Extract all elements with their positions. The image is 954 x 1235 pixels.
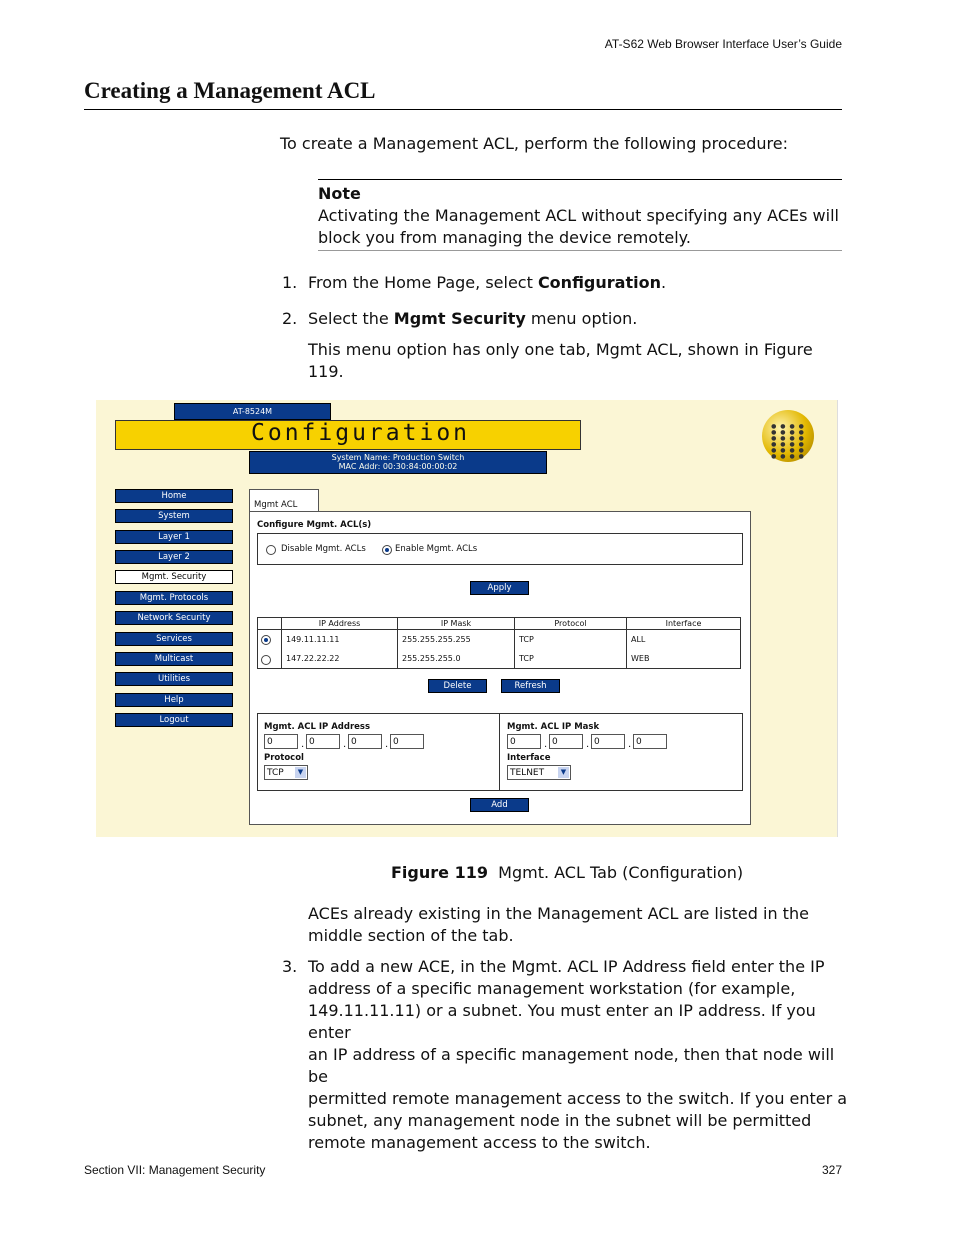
- chevron-down-icon[interactable]: ▼: [558, 767, 569, 778]
- nav-network-security[interactable]: Network Security: [115, 611, 233, 625]
- step-3-text: [308, 956, 848, 1154]
- step-3-number: 3.: [282, 957, 298, 976]
- step-1-bold: Configuration: [537, 273, 661, 292]
- interface-label: Interface: [507, 753, 551, 763]
- table-header-row: [258, 618, 741, 630]
- row-2-mask: 255.255.255.0: [398, 649, 515, 669]
- row-2-radio[interactable]: [261, 655, 271, 665]
- step-1-text: From the Home Page, select: [308, 273, 538, 292]
- form-divider: [499, 713, 500, 791]
- ip-octet-4-input[interactable]: 0: [390, 734, 424, 749]
- nav-mgmt-security[interactable]: Mgmt. Security: [115, 570, 233, 584]
- refresh-button[interactable]: Refresh: [501, 679, 560, 693]
- column-protocol: Protocol: [515, 618, 627, 630]
- mask-octet-3-input[interactable]: 0: [591, 734, 625, 749]
- column-ip-mask: IP Mask: [398, 618, 515, 630]
- row-1-interface: ALL: [627, 630, 741, 650]
- step-3-line: To add a new ACE, in the Mgmt. ACL IP Address field enter the IP: [308, 957, 825, 976]
- figure-caption: [391, 863, 743, 882]
- step-3-line: remote management access to the switch.: [308, 1133, 651, 1152]
- select-column-header: [258, 618, 282, 630]
- mgmt-acl-screenshot: [96, 400, 838, 837]
- disable-label: Disable Mgmt. ACLs: [281, 544, 366, 554]
- tab-mgmt-acl[interactable]: Mgmt ACL: [249, 489, 319, 511]
- ip-mask-label: Mgmt. ACL IP Mask: [507, 722, 600, 732]
- step-3-line: address of a specific management workstation (for example,: [308, 979, 796, 998]
- step-2-bold: Mgmt Security: [393, 309, 526, 328]
- system-info-bar: [249, 451, 547, 474]
- nav-home[interactable]: Home: [115, 489, 233, 503]
- nav-utilities[interactable]: Utilities: [115, 672, 233, 686]
- nav-multicast[interactable]: Multicast: [115, 652, 233, 666]
- after-figure-line-2: middle section of the tab.: [308, 926, 514, 945]
- step-2-end: menu option.: [525, 309, 638, 328]
- note-line-1: Activating the Management ACL without specifying any ACEs will: [318, 206, 839, 225]
- protocol-select[interactable]: [264, 765, 308, 780]
- row-1-radio[interactable]: [261, 635, 271, 645]
- after-figure-line-1: ACEs already existing in the Management ACL are listed in the: [308, 904, 809, 923]
- row-2-protocol: TCP: [515, 649, 627, 669]
- add-button[interactable]: Add: [470, 798, 529, 812]
- figure-number: Figure 119: [391, 863, 488, 882]
- row-select-cell: [258, 630, 282, 669]
- ip-dot: .: [301, 739, 305, 750]
- step-3-line: 149.11.11.11) or a subnet. You must enter an IP address. If you enter: [308, 1001, 816, 1042]
- step-1-number: 1.: [282, 273, 298, 292]
- row-2-interface: WEB: [627, 649, 741, 669]
- apply-button[interactable]: Apply: [470, 581, 529, 595]
- figure-title: Mgmt. ACL Tab (Configuration): [498, 863, 744, 882]
- interface-select[interactable]: [507, 765, 571, 780]
- step-1-end: .: [660, 273, 667, 292]
- ip-octet-1-input[interactable]: 0: [264, 734, 298, 749]
- step-2-subtext-line-1: This menu option has only one tab, Mgmt ACL, shown in Figure: [308, 340, 813, 359]
- system-name: System Name: Production Switch: [331, 453, 465, 462]
- table-row: [258, 649, 741, 669]
- ip-address-label: Mgmt. ACL IP Address: [264, 722, 371, 732]
- enable-label: Enable Mgmt. ACLs: [395, 544, 478, 554]
- step-3-line: an IP address of a specific management node, then that node will be: [308, 1045, 835, 1086]
- mask-octet-1-input[interactable]: 0: [507, 734, 541, 749]
- running-header: AT-S62 Web Browser Interface User’s Guide: [604, 37, 842, 51]
- nav-system[interactable]: System: [115, 509, 233, 523]
- row-1-protocol: TCP: [515, 630, 627, 650]
- section-title: Creating a Management ACL: [84, 78, 376, 103]
- note-box: [318, 179, 842, 251]
- footer-section: Section VII: Management Security: [84, 1163, 266, 1177]
- nav-layer-1[interactable]: Layer 1: [115, 530, 233, 544]
- note-line-2: block you from managing the device remotely.: [318, 228, 691, 247]
- ip-octet-3-input[interactable]: 0: [348, 734, 382, 749]
- title-rule: [84, 109, 842, 110]
- nav-logout[interactable]: Logout: [115, 713, 233, 727]
- nav-layer-2[interactable]: Layer 2: [115, 550, 233, 564]
- interface-select-value: TELNET: [510, 768, 545, 778]
- configuration-banner-text: Configuration: [251, 420, 471, 446]
- column-interface: Interface: [627, 618, 741, 630]
- note-title: Note: [318, 184, 361, 203]
- protocol-label: Protocol: [264, 753, 304, 763]
- after-figure-text: [308, 903, 809, 947]
- step-3-line: permitted remote management access to the switch. If you enter a: [308, 1089, 848, 1108]
- enable-radio[interactable]: [382, 545, 392, 555]
- mask-dot: .: [586, 739, 590, 750]
- nav-mgmt-protocols[interactable]: Mgmt. Protocols: [115, 591, 233, 605]
- ip-octet-2-input[interactable]: 0: [306, 734, 340, 749]
- delete-button[interactable]: Delete: [428, 679, 487, 693]
- step-3-line: subnet, any management node in the subnet will be permitted: [308, 1111, 812, 1130]
- table-row: [258, 630, 741, 650]
- step-2-number: 2.: [282, 309, 298, 328]
- mac-address: MAC Addr: 00:30:84:00:00:02: [338, 462, 458, 471]
- nav-services[interactable]: Services: [115, 632, 233, 646]
- ip-dot: .: [343, 739, 347, 750]
- mask-dot: .: [628, 739, 632, 750]
- ip-dot: .: [385, 739, 389, 750]
- page-number: 327: [821, 1163, 842, 1177]
- column-ip-address: IP Address: [282, 618, 398, 630]
- nav-help[interactable]: Help: [115, 693, 233, 707]
- step-2: [282, 308, 637, 330]
- intro-text: To create a Management ACL, perform the following procedure:: [280, 134, 788, 153]
- mask-octet-2-input[interactable]: 0: [549, 734, 583, 749]
- protocol-select-value: TCP: [267, 768, 284, 778]
- step-2-text: Select the: [308, 309, 394, 328]
- mask-octet-4-input[interactable]: 0: [633, 734, 667, 749]
- configure-label: Configure Mgmt. ACL(s): [257, 520, 372, 530]
- chevron-down-icon[interactable]: ▼: [295, 767, 306, 778]
- row-1-ip: 149.11.11.11: [282, 630, 398, 650]
- mask-dot: .: [544, 739, 548, 750]
- step-2-subtext-line-2: 119.: [308, 362, 344, 381]
- row-2-ip: 147.22.22.22: [282, 649, 398, 669]
- acl-table: [257, 617, 741, 669]
- globe-logo-pattern: ● ● ● ● ● ● ● ● ● ● ● ● ● ● ● ● ● ● ● ● ● ● ● ●: [771, 423, 805, 460]
- model-tab: AT-8524M: [174, 403, 331, 420]
- disable-radio[interactable]: [266, 545, 276, 555]
- row-1-mask: 255.255.255.255: [398, 630, 515, 650]
- step-1: [282, 272, 666, 294]
- step-2-subtext: [308, 339, 813, 383]
